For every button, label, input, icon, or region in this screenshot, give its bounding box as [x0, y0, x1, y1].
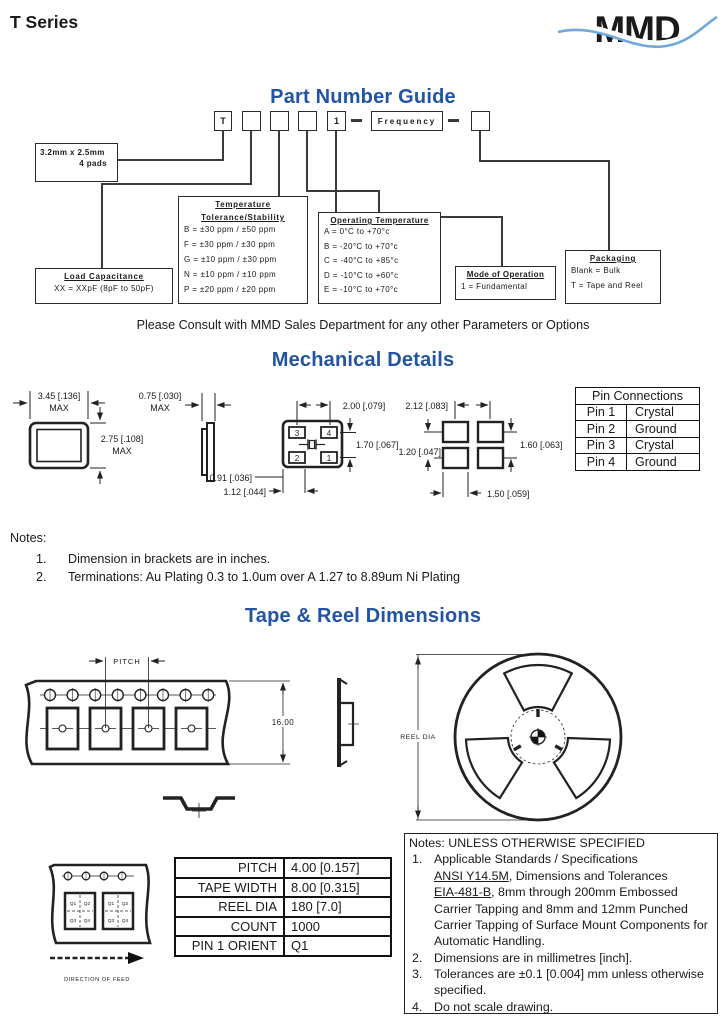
table-row: [175, 897, 391, 917]
connector-line: [479, 130, 481, 162]
note-item: [409, 950, 711, 966]
tape-reel-notes-box: [404, 833, 718, 1014]
spec-label: PITCH: [175, 858, 284, 878]
table-row: [175, 936, 391, 956]
dim-label: 1.60 [.063]: [520, 440, 563, 450]
mech-notes: [10, 550, 460, 587]
mode-title: Mode of Operation: [466, 270, 545, 279]
connector-line: [101, 183, 252, 185]
spec-value: 8.00 [0.315]: [284, 878, 391, 898]
feed-arrow-head: [128, 952, 144, 964]
operating-temperature-box: [318, 212, 441, 304]
dim-label: 1.12 [.044]: [223, 487, 266, 497]
operating-temperature-title: Operating Temperature: [330, 216, 429, 225]
svg-text:Q2: Q2: [83, 902, 91, 907]
op-temp-option: C = -40°C to +85°c: [324, 256, 399, 265]
note-number: 4.: [412, 999, 423, 1014]
pin1-orientation-drawing: [40, 855, 170, 1000]
pin-cell: Pin 1: [576, 404, 627, 421]
pad-number: 1: [326, 454, 332, 463]
table-row: [576, 421, 700, 438]
spec-value: Q1: [284, 936, 391, 956]
notes-box-title: Notes: UNLESS OTHERWISE SPECIFIED: [409, 836, 645, 850]
note-number: 2.: [412, 950, 423, 965]
direction-of-feed-label: DIRECTION OF FEED: [64, 977, 130, 983]
pin-cell: Pin 2: [576, 421, 627, 438]
pin-cell: Pin 4: [576, 454, 627, 471]
note-item: [409, 966, 711, 999]
connector-line: [608, 160, 610, 250]
table-row: [175, 858, 391, 878]
temperature-tolerance-box: [178, 196, 308, 304]
bottom-view: [255, 401, 356, 493]
svg-text:Q4: Q4: [121, 919, 129, 924]
connector-line: [250, 130, 252, 185]
dim-label: MAX: [49, 403, 69, 413]
note-item: [409, 851, 711, 949]
load-capacitance-value: XX = XXpF (8pF to 50pF): [54, 284, 154, 293]
dim-label: 2.12 [.083]: [405, 401, 448, 411]
connector-line: [335, 130, 337, 218]
table-row: [576, 437, 700, 454]
table-row: [576, 404, 700, 421]
dim-label: 1.70 [.067]: [356, 440, 399, 450]
temperature-title2: Tolerance/Stability: [201, 213, 285, 222]
pitch-label: PITCH: [113, 657, 141, 666]
pin-connections-table: [575, 387, 700, 471]
spec-value: 180 [7.0]: [284, 897, 391, 917]
pn-dash: [351, 119, 362, 122]
note-text: [434, 851, 711, 949]
note-text: Tolerances are ±0.1 [0.004] mm unless otherwise specified.: [434, 967, 704, 998]
mode-of-operation-box: [455, 266, 556, 300]
standard-ref: EIA-481-B: [434, 885, 492, 900]
package-size-line2: 4 pads: [79, 159, 107, 168]
connector-line: [378, 190, 380, 212]
dim-label: 2.75 [.108]: [100, 434, 144, 444]
temp-option: N = ±10 ppm / ±10 ppm: [184, 270, 277, 279]
pin-func-cell: Ground: [627, 421, 700, 438]
pn-box-series: T: [214, 111, 232, 131]
pad-number: 4: [326, 429, 332, 438]
connector-line: [101, 183, 103, 268]
pin-func-cell: Ground: [627, 454, 700, 471]
note-number: 3.: [412, 967, 423, 981]
note-text-part: , Dimensions and Tolerances: [508, 868, 668, 883]
pad-number: 3: [294, 429, 300, 438]
spec-label: TAPE WIDTH: [175, 878, 284, 898]
pn-box-frequency: Frequency: [371, 111, 443, 131]
pn-box-op-temp: [298, 111, 317, 131]
note-item: [10, 550, 460, 568]
connector-line: [278, 130, 280, 196]
connector-line: [479, 160, 610, 162]
section-heading-tape-reel: Tape & Reel Dimensions: [244, 605, 482, 627]
temp-option: P = ±20 ppm / ±20 ppm: [184, 285, 276, 294]
section-heading-part-number-guide: Part Number Guide: [270, 86, 456, 108]
op-temp-option: A = 0°C to +70°c: [324, 227, 390, 236]
section-heading-mechanical-details: Mechanical Details: [271, 349, 455, 371]
op-temp-option: E = -10°C to +70°c: [324, 285, 399, 294]
table-row: [576, 454, 700, 471]
tape-reel-drawing: [0, 645, 726, 835]
crystal-symbol: [310, 441, 315, 449]
temperature-title1: Temperature: [215, 200, 271, 209]
connector-line: [501, 216, 503, 266]
tape-cross-section: [163, 798, 235, 818]
pn-box-mode: 1: [327, 111, 346, 131]
standard-ref: ANSI Y14.5M: [434, 868, 509, 883]
pn-box-tolerance: [270, 111, 289, 131]
load-capacitance-title: Load Capacitance: [64, 272, 144, 281]
dim-label: MAX: [150, 403, 170, 413]
table-row: [175, 917, 391, 937]
carrier-tape-drawing: [26, 657, 290, 764]
connector-line: [222, 130, 224, 161]
part-number-diagram: [0, 0, 726, 320]
note-text: Dimensions are in millimetres [inch].: [434, 950, 633, 965]
table-row: [175, 878, 391, 898]
packaging-option: Blank = Bulk: [571, 266, 621, 275]
dim-label: 0.91 [.036]: [209, 473, 252, 483]
note-text: Do not scale drawing.: [434, 999, 554, 1014]
packaging-box: [565, 250, 661, 304]
note-text-part: , 8mm through 200mm Embossed Carrier Tapping and 8mm and 12mm Punched Carrier Tapping of Surface Mount Components for Automatic Handling.: [434, 885, 708, 949]
reel-drawing: [416, 654, 621, 820]
mode-option: 1 = Fundamental: [461, 282, 528, 291]
spec-value: 4.00 [0.157]: [284, 858, 391, 878]
pin-func-cell: Crystal: [627, 404, 700, 421]
pn-box-packaging: [471, 111, 490, 131]
package-size-line1: 3.2mm x 2.5mm: [40, 148, 105, 157]
mmd-logo-text: MMD: [594, 9, 680, 50]
svg-text:Q1: Q1: [107, 902, 115, 907]
package-size-box: [35, 143, 118, 182]
packaging-option: T = Tape and Reel: [571, 281, 644, 290]
svg-text:Q2: Q2: [121, 902, 129, 907]
temp-option: F = ±30 ppm / ±30 ppm: [184, 240, 276, 249]
note-number: 2.: [36, 570, 47, 585]
pin-table-title: Pin Connections: [576, 388, 700, 405]
note-number: 1.: [36, 552, 47, 566]
svg-text:Q1: Q1: [69, 902, 77, 907]
note-item: [10, 568, 460, 586]
note-text-part: Applicable Standards / Specifications: [434, 852, 638, 867]
pin-func-cell: Crystal: [627, 437, 700, 454]
note-item: [409, 999, 711, 1015]
tape-width-dim: 16.00: [271, 718, 295, 727]
spec-label: REEL DIA: [175, 897, 284, 917]
pn-dash: [448, 119, 459, 122]
dim-label: 1.20 [.047]: [398, 447, 441, 457]
dim-label: 2.00 [.079]: [342, 401, 386, 411]
temp-option: B = ±30 ppm / ±50 ppm: [184, 225, 276, 234]
spec-value: 1000: [284, 917, 391, 937]
pad-number: 2: [294, 454, 300, 463]
connector-line: [306, 130, 308, 192]
consult-note: Please Consult with MMD Sales Department for any other Parameters or Options: [136, 318, 590, 332]
note-text: Terminations: Au Plating 0.3 to 1.0um over A 1.27 to 8.89um Ni Plating: [68, 570, 461, 585]
note-text: Dimension in brackets are in inches.: [68, 552, 271, 566]
tape-reel-spec-table: [174, 857, 392, 957]
pin-cell: Pin 3: [576, 437, 627, 454]
pn-box-load-cap: [242, 111, 261, 131]
packaging-title: Packaging: [589, 254, 637, 263]
temp-option: G = ±10 ppm / ±30 ppm: [184, 255, 277, 264]
connector-line: [115, 159, 224, 161]
dim-label: 0.75 [.030]: [138, 391, 182, 401]
op-temp-option: B = -20°C to +70°c: [324, 241, 399, 251]
spec-label: PIN 1 ORIENT: [175, 936, 284, 956]
svg-text:Q3: Q3: [69, 919, 77, 924]
page-title: T Series: [10, 12, 79, 32]
dim-label: 3.45 [.136]: [37, 391, 81, 401]
connector-line: [306, 190, 380, 192]
tape-side-profile: [339, 678, 359, 767]
mech-notes-label: Notes:: [10, 531, 47, 545]
note-number: 1.: [412, 852, 423, 867]
dim-label: 1.50 [.059]: [487, 489, 530, 499]
svg-text:Q3: Q3: [107, 919, 115, 924]
spec-label: COUNT: [175, 917, 284, 937]
op-temp-option: D = -10°C to +60°c: [324, 270, 399, 280]
svg-text:Q4: Q4: [83, 919, 91, 924]
dim-label: MAX: [112, 446, 132, 456]
reel-dia-label: REEL DIA: [400, 734, 436, 741]
load-capacitance-box: [35, 268, 173, 304]
side-view: [185, 393, 231, 481]
